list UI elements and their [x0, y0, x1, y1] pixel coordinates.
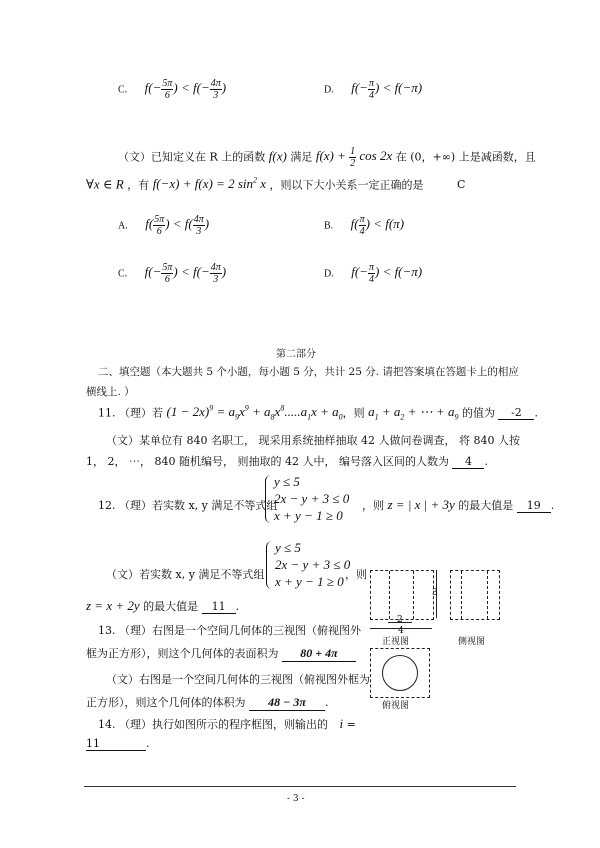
q12-li-rest: ，则 z = | x | + 3y 的最大值是 19 . — [362, 497, 555, 512]
top-view-caption: 俯视图 — [382, 701, 410, 711]
answer-blank: 19 — [517, 499, 551, 513]
option-expr: f(− $\frac{\pi}{4}$ ) < f(−π) — [351, 262, 423, 285]
footer-divider — [84, 786, 516, 787]
q13-wen-line1: （文）右图是一个空间几何体的三视图（俯视图外框为 — [106, 673, 370, 686]
math-sum: $a_1 + a_2$ + ⋯ + $a_9$ — [368, 404, 459, 422]
option-expr: f(− $\frac{5\pi}{6}$ ) < f(− $\frac{4\pi}{3}$ ) — [144, 262, 227, 285]
dim-4: 4 — [398, 626, 404, 636]
text: = — [346, 718, 356, 731]
answer-blank: -2 — [498, 406, 534, 420]
math-forall: ∀x ∈ R — [86, 176, 124, 192]
dim-3: 3 — [432, 588, 438, 598]
top-view — [370, 648, 430, 698]
wen-question-line1 — [118, 146, 536, 169]
option-expr: f( $\frac{\pi}{4}$ ) < f(π) — [350, 214, 405, 237]
q13-wen-line2: 正方形），则这个几何体的体积为 48 − 3π . — [86, 695, 329, 709]
option-label: A. — [118, 220, 128, 232]
wen-option-d — [324, 262, 422, 285]
inequality-3: x + y − 1 ≥ 0 — [275, 574, 344, 589]
q11-li: 11. （理）若 $(1 - 2x)^9 = a_9x^9 + a_8x^8.....a_1x + a_0$，则 $a_1 + a_2$ + ⋯ + $a_9$ 的值为 -2 . — [98, 404, 538, 422]
q14-li-line2: 11 . — [86, 737, 150, 750]
option-expr: f( $\frac{5\pi}{6}$ ) < f( $\frac{4\pi}{3}$ ) — [145, 214, 210, 237]
page-number: - 3 - — [287, 794, 305, 804]
q11-wen-line2: 1， 2， ⋯， 840 随机编号， 则抽取的 42 人中， 编号落入区间的人数为 4 . — [86, 455, 488, 468]
text: 在 — [395, 150, 407, 164]
math-objective: z = | x | + 3y — [387, 497, 455, 512]
inequality-2: 2x − y + 3 ≤ 0 — [274, 491, 350, 506]
answer-blank: 4 — [452, 455, 484, 469]
inequality-3: x + y − 1 ≥ 0 — [274, 508, 343, 523]
q13-li-line1: 13. （理）右图是一个空间几何体的三视图（俯视图外 — [98, 624, 361, 637]
text: （文）若实数 x, y 满足不等式组 — [106, 568, 265, 581]
q14-li-line1 — [98, 716, 356, 732]
text: 的最大值是 — [458, 499, 514, 512]
option-label: C. — [118, 268, 128, 280]
wen-option-b — [324, 214, 404, 237]
text: (0，+∞) — [410, 150, 456, 164]
text: ，则以下大小关系一定正确的是 — [269, 178, 424, 192]
three-view-figure — [370, 570, 520, 710]
text: 11. （理）若 — [98, 406, 163, 420]
option-label: B. — [324, 220, 334, 232]
q12-wen — [106, 566, 264, 582]
option-label: D. — [324, 268, 334, 280]
text: 上是减函数，且 — [458, 150, 536, 164]
inequality-1: y ≤ 5 — [274, 474, 300, 489]
answer-blank: 80 + 4π — [282, 646, 356, 662]
answer-blank: 11 — [86, 737, 146, 751]
q12-li-brace — [265, 475, 272, 523]
front-view-caption: 正视图 — [382, 637, 410, 647]
part2-intro-line2: 横线上. ） — [86, 386, 135, 398]
wen-option-a — [118, 214, 209, 237]
option-expr: f(− $\frac{\pi}{4}$ ) < f(−π) — [351, 78, 423, 101]
text: 1， 2， ⋯， 840 随机编号， 则抽取的 42 人中， 编号落入区间的人数为 — [86, 455, 449, 468]
q12-wen-mid: ，则 — [345, 568, 367, 581]
math-eq: f(−x) + f(x) = 2 $\sin^2 x$ — [152, 176, 267, 192]
top-option-c — [118, 78, 226, 101]
option-expr: f(− $\frac{5\pi}{6}$ ) < f(− $\frac{4\pi}{3}$ ) — [144, 78, 227, 101]
option-label: D. — [324, 84, 334, 96]
wen-option-c — [118, 262, 226, 285]
math-expr: f(x) + $\frac{1}{2}$ cos 2x — [315, 146, 393, 169]
math-f: f(x) — [268, 148, 287, 164]
q12-wen-line2: z = x + 2y 的最大值是 11 . — [86, 598, 240, 613]
answer-blank: 48 − 3π — [249, 695, 325, 711]
text: 14. （理）执行如图所示的程序框图，则输出的 — [98, 718, 328, 731]
answer-blank: 11 — [202, 600, 236, 614]
text: 的最大值是 — [143, 600, 199, 613]
text: 框为正方形），则这个几何体的表面积为 — [86, 647, 279, 660]
side-view — [450, 570, 500, 620]
q13-li-line2 — [86, 645, 356, 662]
text: 正方形），则这个几何体的体积为 — [86, 696, 246, 709]
math-expansion: $(1 - 2x)^9 = a_9x^9 + a_8x^8.....a_1x + a_0$ — [166, 404, 343, 422]
q12-wen-system — [275, 541, 350, 588]
math-objective: z = x + 2y — [86, 598, 140, 613]
option-label: C. — [118, 84, 128, 96]
q11-wen-line1: （文）某单位有 840 名职工， 现采用系统抽样抽取 42 人做问卷调查， 将 840 人按 — [106, 434, 520, 447]
q12-wen-brace — [266, 541, 273, 589]
part2-heading: 第二部分 — [276, 349, 316, 360]
text: 12. （理）若实数 x, y 满足不等式组 — [98, 499, 278, 512]
part2-intro-line1: 二、填空题（本大题共 5 个小题，每小题 5 分，共计 25 分. 请把答案填在答题卡上的相应 — [98, 366, 519, 378]
dim-2: 2 — [397, 615, 403, 625]
side-view-caption: 侧视图 — [458, 637, 486, 647]
answer: C — [457, 178, 466, 192]
text: 满足 — [290, 150, 313, 164]
inequality-1: y ≤ 5 — [275, 540, 301, 555]
q12-li — [98, 497, 277, 513]
front-view — [370, 570, 434, 620]
text: （文）已知定义在 R 上的函数 — [118, 150, 266, 164]
text: ，则 — [362, 499, 384, 512]
inequality-2: 2x − y + 3 ≤ 0 — [275, 557, 351, 572]
text: 的值为 — [461, 406, 495, 420]
math-var: i — [339, 716, 344, 731]
text: ，有 — [127, 178, 150, 192]
wen-question-line2 — [86, 176, 465, 192]
top-option-d — [324, 78, 422, 101]
q12-li-system — [274, 475, 349, 522]
